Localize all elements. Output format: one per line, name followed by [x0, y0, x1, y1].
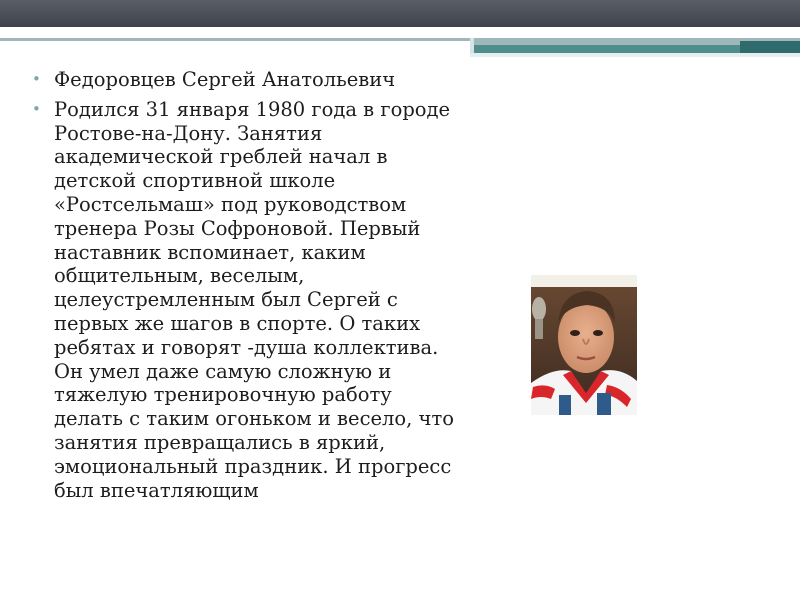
title-bar-decoration [0, 0, 800, 27]
bullet-marker: • [32, 99, 41, 118]
athlete-name: Федоровцев Сергей Анатольевич [54, 68, 396, 91]
decorative-tick [470, 38, 474, 53]
decorative-light-stripe [470, 53, 800, 57]
slide-content [30, 68, 460, 508]
decorative-dark-block [740, 41, 800, 53]
bullet-item-biography [30, 98, 460, 503]
bullet-item-name [30, 68, 460, 92]
athlete-photo [531, 275, 637, 415]
trophy-shape [532, 297, 546, 321]
bullet-marker: • [32, 70, 41, 88]
biography-text: Родился 31 января 1980 года в городе Ростове-на-Дону. Занятия академической греблей начал в детской спортивной школе «Ростсельмаш» под руководством тренера Розы Софроновой. Первый наставник вспоминает, каким общительным, веселым, целеустремленным был Сергей с первых же шагов в спорте. О таких ребятах и говорят -душа коллектива. Он умел даже самую сложную и тяжелую тренировочную работу делать с таким огоньком и весело, что занятия превращались в яркий, эмоциональный праздник. И прогресс был впечатляющим [54, 97, 454, 502]
